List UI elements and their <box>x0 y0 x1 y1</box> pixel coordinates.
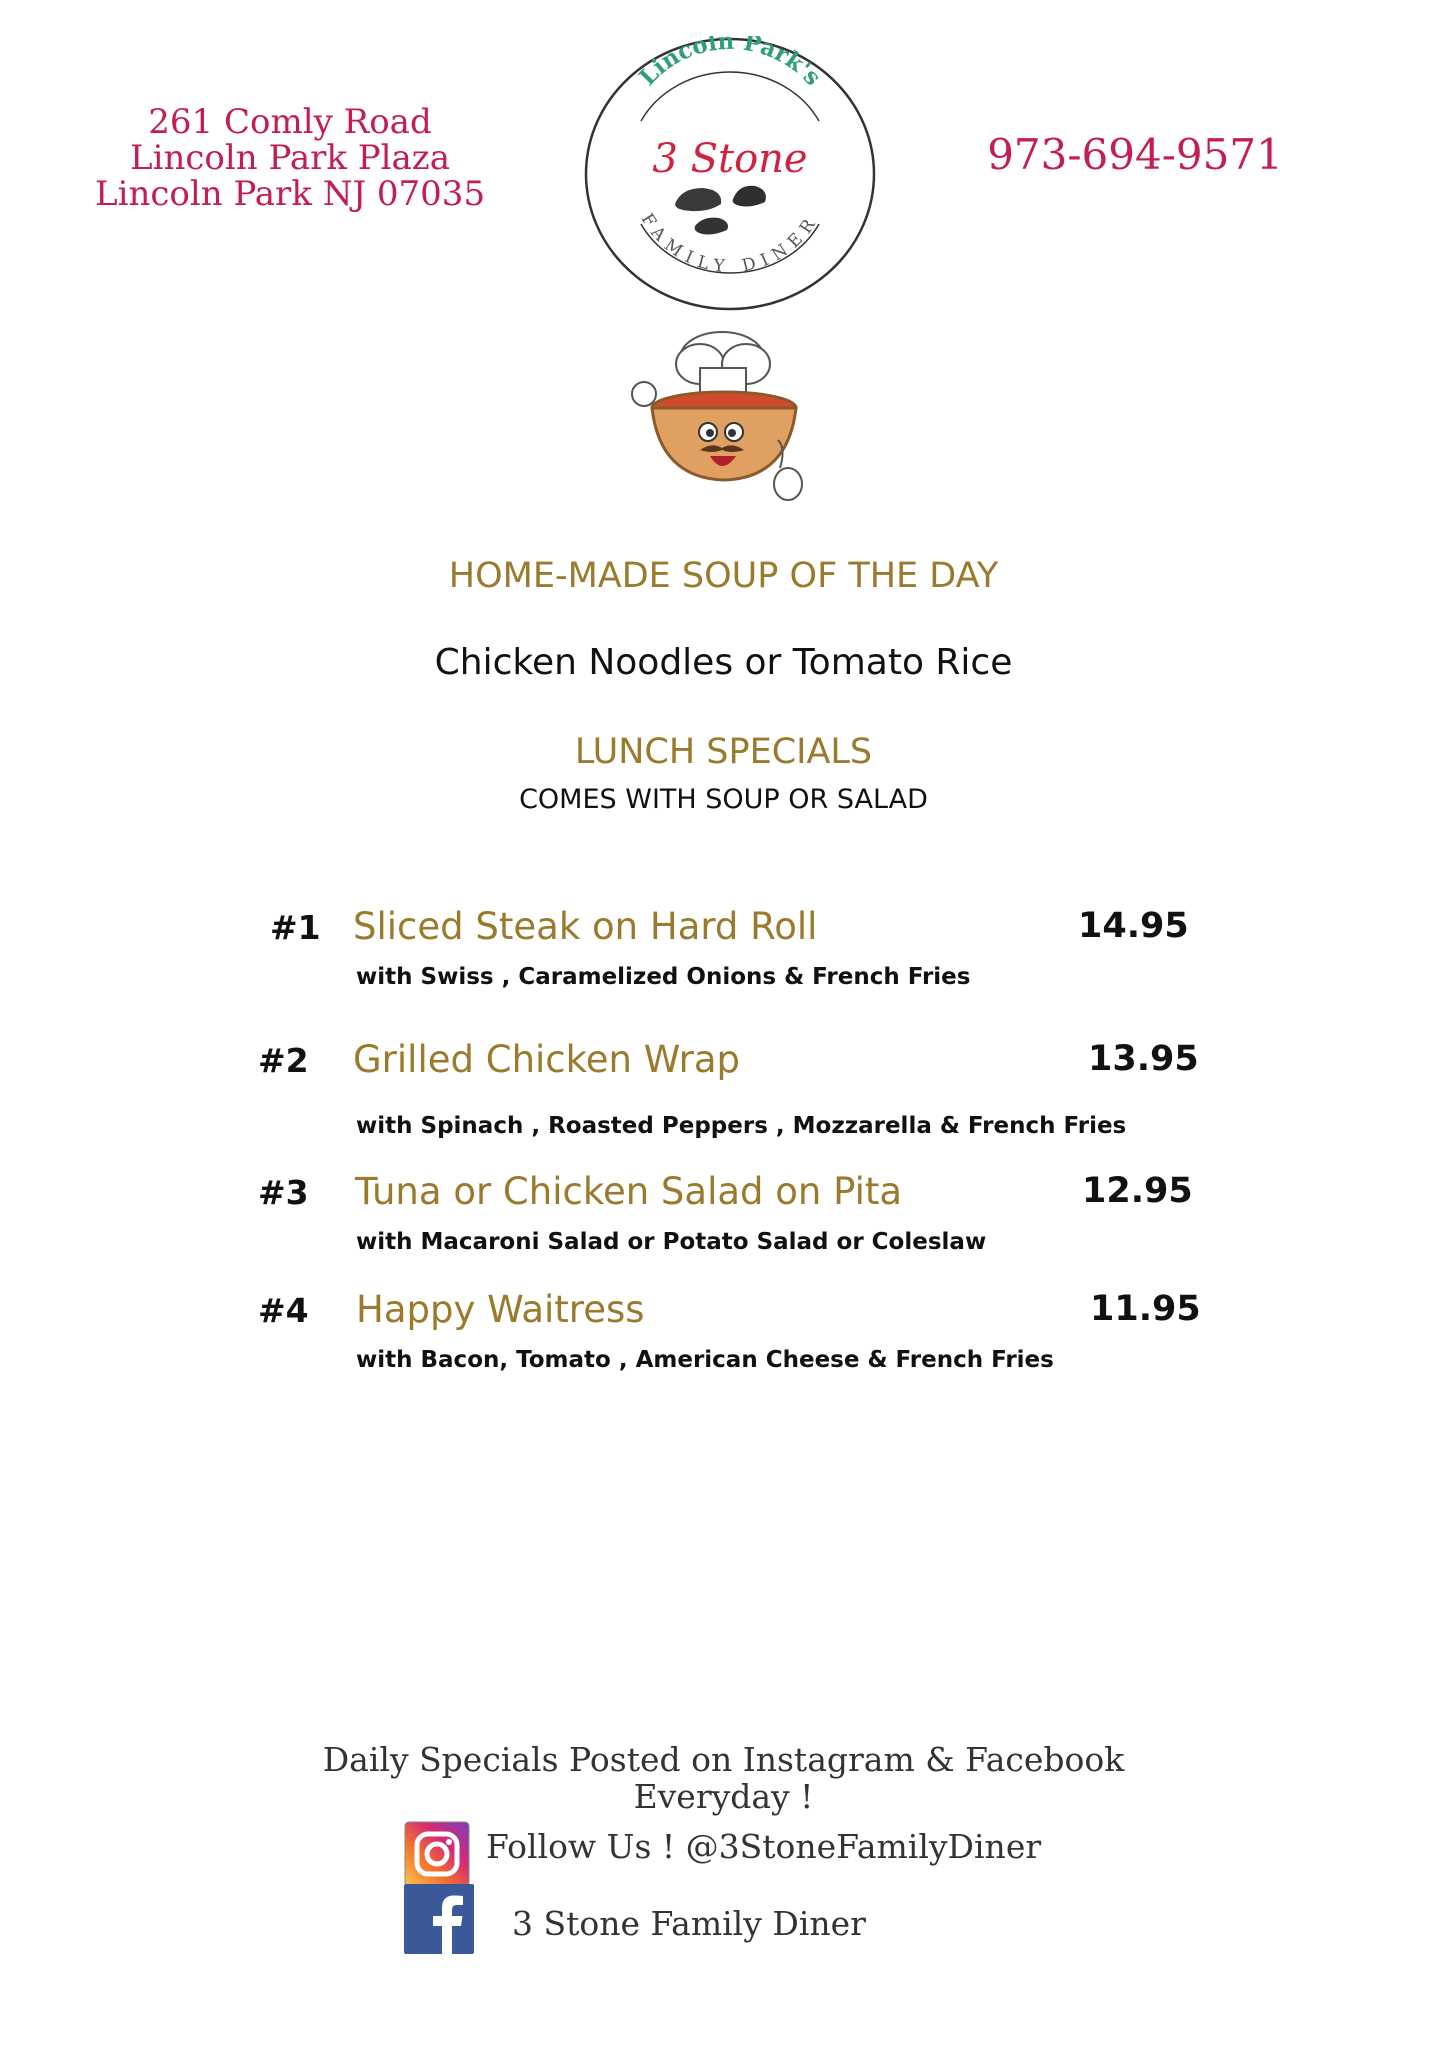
menu-item-name: Grilled Chicken Wrap <box>353 1038 741 1081</box>
facebook-icon[interactable] <box>404 1884 474 1954</box>
lunch-section-subtitle: COMES WITH SOUP OR SALAD <box>519 784 928 815</box>
address-line: 261 Comly Road <box>148 102 432 142</box>
instagram-handle[interactable]: Follow Us ! @3StoneFamilyDiner <box>486 1827 1042 1866</box>
lunch-section-title: LUNCH SPECIALS <box>574 732 873 772</box>
menu-item-price: 12.95 <box>1082 1171 1193 1211</box>
logo-arc-top-text: Lincoln Park's <box>633 36 827 91</box>
soup-chef-mascot-icon <box>630 328 820 508</box>
menu-item-number: #2 <box>258 1041 309 1080</box>
footer-specials-line: Daily Specials Posted on Instagram & Facebook <box>322 1740 1125 1779</box>
menu-item-name: Tuna or Chicken Salad on Pita <box>355 1170 903 1213</box>
menu-item-number: #1 <box>270 908 321 947</box>
address-line: Lincoln Park NJ 07035 <box>95 174 486 214</box>
menu-item-name: Happy Waitress <box>356 1288 645 1331</box>
menu-item-price: 13.95 <box>1088 1039 1199 1079</box>
menu-item-price: 11.95 <box>1090 1289 1201 1329</box>
menu-item-description: with Macaroni Salad or Potato Salad or Coleslaw <box>356 1229 987 1255</box>
stones-icon <box>675 186 766 235</box>
instagram-icon[interactable] <box>404 1821 470 1887</box>
svg-text:FAMILY DINER <box>637 210 824 277</box>
menu-item-number: #4 <box>258 1291 309 1330</box>
footer-everyday-line: Everyday ! <box>633 1777 814 1816</box>
phone-number[interactable]: 973-694-9571 <box>987 130 1283 179</box>
logo-arc-bottom-text: FAMILY DINER <box>636 210 824 278</box>
svg-text:Lincoln Park's <box>634 36 826 91</box>
restaurant-address <box>95 104 485 212</box>
diner-logo <box>581 36 879 312</box>
menu-item-price: 14.95 <box>1078 906 1189 946</box>
address-line: Lincoln Park Plaza <box>130 138 450 178</box>
menu-item-description: with Bacon, Tomato , American Cheese & French Fries <box>356 1347 1054 1373</box>
menu-item-description: with Spinach , Roasted Peppers , Mozzarella & French Fries <box>356 1113 1127 1139</box>
logo-brand-text: 3 Stone <box>652 136 808 182</box>
menu-item-name: Sliced Steak on Hard Roll <box>353 905 818 948</box>
facebook-page-name[interactable]: 3 Stone Family Diner <box>512 1904 866 1943</box>
menu-item-description: with Swiss , Caramelized Onions & French Fries <box>356 964 971 990</box>
menu-item-number: #3 <box>258 1173 309 1212</box>
soup-options: Chicken Noodles or Tomato Rice <box>434 642 1013 683</box>
soup-section-title: HOME-MADE SOUP OF THE DAY <box>448 556 999 596</box>
